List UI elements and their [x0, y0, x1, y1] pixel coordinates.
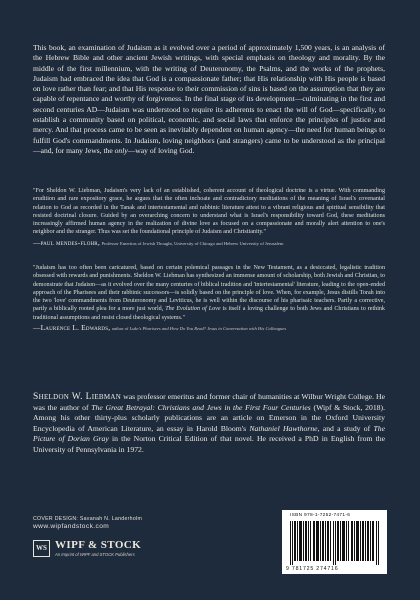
barcode-icon	[290, 521, 380, 565]
bio-book-1: The Great Betrayal: Christians and Jews in the First Four Centuries	[91, 402, 311, 412]
publisher-block	[33, 539, 233, 557]
description-text: This book, an examination of Judaism as it evolved over a period of approximately 1,500 years, is an analysis of the Hebrew Bible and other ancient Jewish writings, with special emphasis on theology and morality. By the middle of the first millennium, with the writing of Deuteronomy, the Psalms, and the works of the prophets, Judaism had embraced the idea that God is a compassionate father; that His relationship with His people is based on love rather than fear; and that His response to their commission of sins is based on the assumption that they are capable of repentance and worthy of forgiveness. In the final stage of its development—culminating in the first and second centuries AD—Judaism was understood to require its adherents to enact the will of God—specifically, to establish a community based on political, economic, and social laws that enforce the principles of justice and mercy. And that process came to be seen as inevitably dependent on human agency—the need for human beings to fulfill God's commandments. In Judaism, loving neighbors (and strangers) came to be understood as the principal—and, for many Jews, the	[33, 43, 385, 155]
endorsement-text-part1: "Judaism has too often been caricatured, based on certain polemical passages in the New Testament, as a desiccated, legalistic tradition obsessed with rewards and punishments. Sheldon W. Liebman has synthesized an immense amount of scholarship, both Jewish and Christian, to demonstrate that Judaism—as it evolved over the many centuries of biblical tradition and 'intertestamental' literature, leading to the open-ended approach of the Pharisees and their rabbinic successors—is solidly based on the principle of love. When, for example, Jesus distills Torah into the two 'love' commandments from Deuteronomy and Leviticus, he is well within the discourse of his pharisaic teachers. Partly a corrective, partly a biblically rooted plea for a more just world,	[33, 265, 385, 313]
endorsement-mendes-flohr	[33, 187, 385, 248]
publisher-text	[55, 539, 141, 557]
publisher-imprint: An Imprint of WIPF and STOCK Publishers	[55, 552, 135, 557]
cover-design-credit: COVER DESIGN: Savanah N. Landerholm	[33, 516, 143, 522]
publisher-name: WIPF & STOCK	[55, 539, 142, 551]
isbn-barcode	[282, 510, 387, 574]
endorser-name: —Laurence L. Edwards,	[33, 323, 111, 333]
footer-info	[33, 516, 233, 557]
description-text-end: —way of loving God.	[127, 145, 195, 155]
publisher-logo-icon: WS	[33, 540, 50, 557]
barcode-digits: 9 781725 274716	[286, 566, 339, 572]
bio-book-3: The Picture of Dorian Gray	[33, 423, 386, 443]
endorser-name: —paul mendes-flohr,	[33, 237, 100, 247]
bio-text-3: , and a study of	[317, 423, 374, 433]
endorsement-text: "For Sheldon W. Liebman, Judaism's very lack of an established, coherent account of theological doctrine is a virtue. With commanding erudition and rare expository grace, he argues that the often inchoate and contradictory meditations of the meaning of Israel's covenantal relation to God as recorded in the Tanak and intertestamental and rabbinic literature attest to a vibrant religious and spiritual sensibility that resisted doctrinal closure. Guided by an overarching concern to understand what is Israel's responsibility toward God, these meditations increasingly affirmed human agency in the realization of divine love as focused on a compassionate and morally alert attention to one's neighbor and the stranger. Thus was set the foundational principle of Judaism and Christianity."	[33, 188, 385, 236]
endorsement-attribution	[33, 324, 385, 333]
affiliation-prefix: author of	[111, 326, 130, 332]
bio-text-2: (Wipf & Stock, 2018). Among his other thirty-plus scholarly publications are an article on Emerson in the Oxford University Encyclopedia of American Literature, an essay in Harold Bloom's	[33, 402, 385, 433]
endorser-affiliation	[112, 326, 286, 331]
endorser-affiliation: Professor Emeritus of Jewish Thought, University of Chicago and Hebrew University of Jerusalem	[101, 240, 284, 246]
endorsement-edwards	[33, 264, 385, 333]
endorsement-attribution	[33, 239, 385, 248]
endorsement-book-title: The Evolution of Love	[165, 306, 221, 313]
author-bio	[33, 392, 385, 455]
description-emphasis: only	[114, 145, 128, 155]
affiliation-titles: Luke's Pharisees and How Do You Read? Jesus in Conversation with His Colleagues	[129, 326, 287, 332]
endorsement-text	[33, 264, 385, 322]
publisher-website[interactable]: www.wipfandstock.com	[33, 523, 110, 530]
bio-book-2: Nathaniel Hawthorne	[249, 423, 318, 433]
endorsement-text-part2: is itself a loving challenge to both Jews and Christians to rethink traditional assumptions and resist closed theological systems."	[33, 306, 385, 321]
isbn-label: ISBN 978-1-7252-7471-6	[290, 513, 351, 518]
bio-text-1: was professor emeritus and former chair of humanities at Wilbur Wright College. He was the author of	[33, 392, 385, 412]
bio-text-4: in the Norton Critical Edition of that novel. He received a PhD in English from the University of Pennsylvania in 1972.	[33, 434, 385, 454]
author-name: Sheldon W. Liebman	[33, 392, 122, 402]
book-description	[33, 43, 385, 156]
